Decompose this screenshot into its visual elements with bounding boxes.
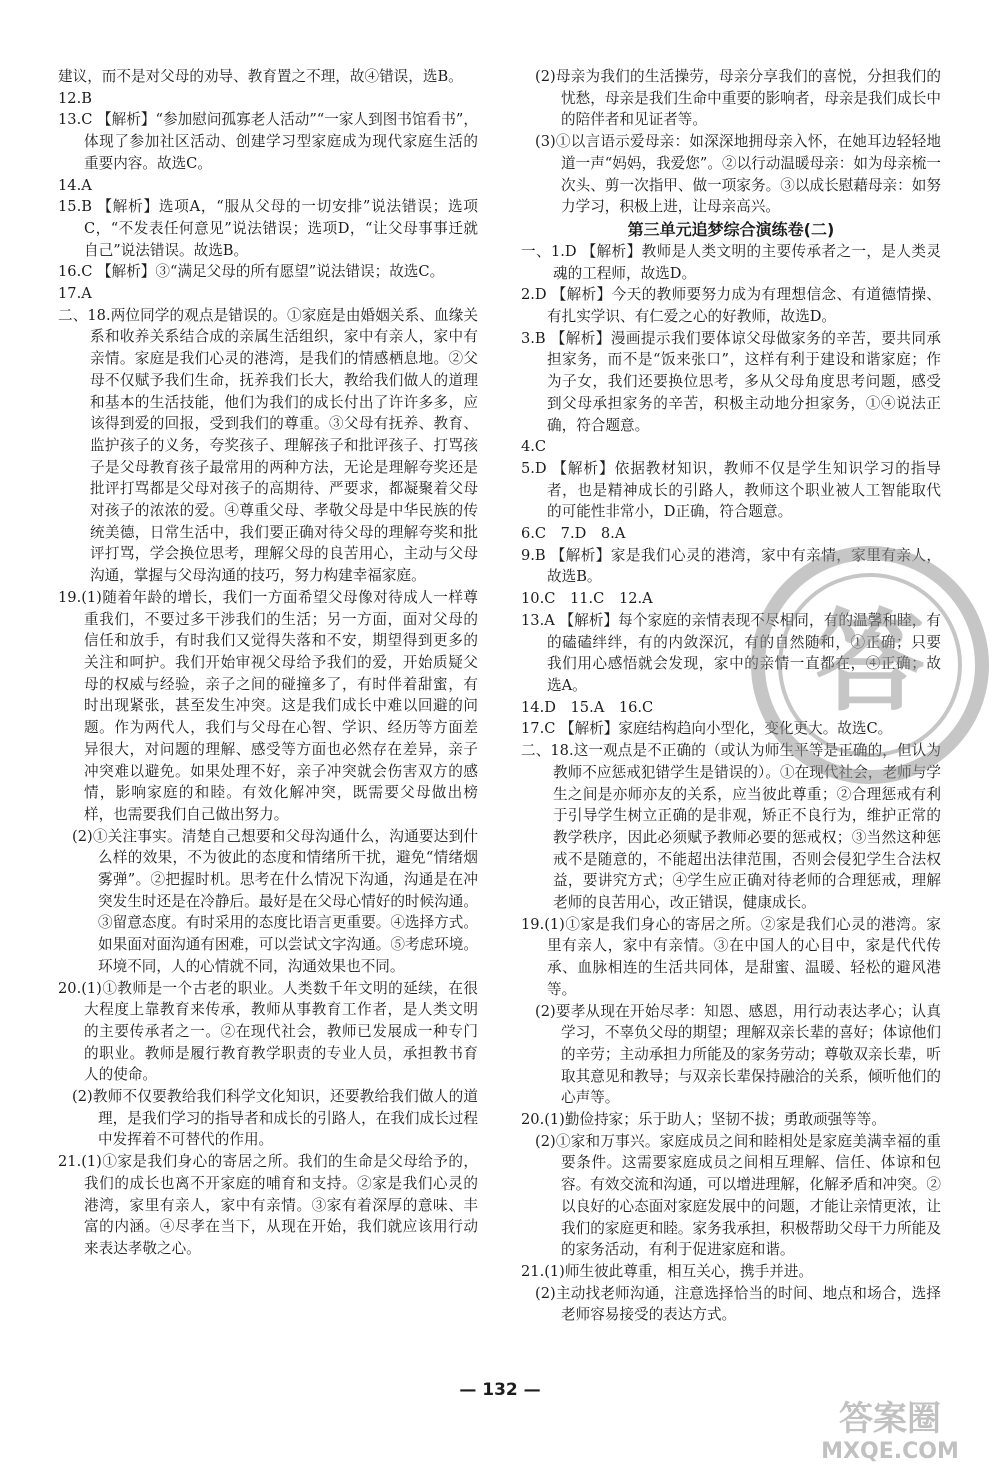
answer-item: 20.(1)勤俭持家；乐于助人；坚韧不拔；勇敢顽强等等。 [521,1111,886,1129]
answer-item: (2)教师不仅要教给我们科学文化知识，还要教给我们做人的道理，是我们学习的指导者和成长的引路人，在我们成长过程中发挥着不可替代的作用。 [72,1088,478,1149]
answer-item: 21.(1)师生彼此尊重，相互关心，携手并进。 [521,1262,813,1280]
answer-item: 19.(1)随着年龄的增长，我们一方面希望父母像对待成人一样尊重我们，不要过多干涉我们的生活；另一方面，面对父母的信任和放手，有时我们又觉得失落和不安，期望得到更多的关注和呵护。我们开始审视父母给予我们的爱，开始质疑父母的权威与经验，亲子之间的碰撞多了，有时伴着甜蜜，有时出现紧张，甚至发生冲突。这是我们成长中难以回避的问题。作为两代人，我们与父母在心智、学识、经历等方面差异很大，对问题的理解、感受等方面也必然存在差异，亲子冲突难以避免。如果处理不好，亲子冲突就会伤害双方的感情，影响家庭的和睦。有效化解冲突，既需要父母做出榜样，也需要我们自己做出努力。 [58,588,478,823]
answer-item: 建议，而不是对父母的劝导、教育置之不理，故④错误，选B。 [58,68,463,85]
watermark-logo [795,1390,985,1465]
watermark-seal [745,540,995,790]
answer-item: 10.C 11.C 12.A [521,590,653,608]
answer-item: 二、18.两位同学的观点是错误的。①家庭是由婚姻关系、血缘关系和收养关系结合成的亲属生活组织，家中有亲人，家中有亲情。家庭是我们心灵的港湾，是我们的情感栖息地。②父母不仅赋予我们生命，抚养我们长大，教给我们做人的道理和基本的生活技能，他们为我们的成长付出了许许多多，应该得到爱的回报，受到我们的尊重。③父母有抚养、教育、监护孩子的义务，夸奖孩子、理解孩子和批评孩子、打骂孩子是父母教育孩子最常用的两种方法，无论是理解夸奖还是批评打骂都是父母对孩子的高期待、严要求，都凝聚着父母对孩子的浓浓的爱。④尊重父母、孝敬父母是中华民族的传统美德，日常生活中，我们要正确对待父母的理解夸奖和批评打骂，学会换位思考，理解父母的良苦用心，主动与父母沟通，掌握与父母沟通的技巧，努力构建幸福家庭。 [58,306,478,585]
answer-item: 2.D 【解析】今天的教师要努力成为有理想信念、有道德情操、有扎实学识、有仁爱之心的好教师，故选D。 [521,286,941,326]
page-number: — 132 — [459,1380,541,1400]
answer-item: (2)主动找老师沟通，注意选择恰当的时间、地点和场合，选择老师容易接受的表达方式。 [535,1284,941,1324]
answer-item: 3.B 【解析】漫画提示我们要体谅父母做家务的辛苦，要共同承担家务，而不是“饭来张口”，这样有利于建设和谐家庭；作为子女，我们还要换位思考，多从父母角度思考问题，感受到父母承担家务的辛苦，积极主动地分担家务，①④说法正确，符合题意。 [521,329,941,434]
answer-item: 14.D 15.A 16.C [521,698,654,716]
watermark-logo-text: 答案圈 [839,1399,941,1439]
answer-item: 20.(1)①教师是一个古老的职业。人类数千年文明的延续，在很大程度上靠教育来传承，教师从事教育工作者，是人类文明的主要传承者之一。②在现代社会，教师已发展成一种专门的职业。教师是履行教育教学职责的专业人员，承担教书育人的使命。 [58,979,478,1084]
answer-item: 14.A [58,176,92,194]
answer-item: (2)①家和万事兴。家庭成员之间和睦相处是家庭美满幸福的重要条件。这需要家庭成员之间相互理解、信任、体谅和包容。有效交流和沟通，可以增进理解，化解矛盾和冲突。②以良好的心态面对家庭发展中的问题，才能让亲情更浓，让我们的家庭更和睦。家务我承担，积极帮助父母干力所能及的家务活动，有利于促进家庭和谐。 [535,1132,941,1259]
left-column [58,66,478,1260]
answer-item: 13.C 【解析】“参加慰问孤寡老人活动”“一家人到图书馆看书”，体现了参加社区活动、创建学习型家庭成为现代家庭生活的重要内容。故选C。 [58,111,478,172]
answer-item: 17.C 【解析】家庭结构趋向小型化，变化更大。故选C。 [521,720,893,738]
section-title: 第三单元追梦综合演练卷(二) [627,219,835,239]
answer-item: 一、1.D 【解析】教师是人类文明的主要传承者之一，是人类灵魂的工程师，故选D。 [521,242,941,282]
answer-item: 17.A [58,285,92,303]
answer-item: 5.D 【解析】依据教材知识，教师不仅是学生知识学习的指导者，也是精神成长的引路人，教师这个职业被人工智能取代的可能性非常小，D正确，符合题意。 [521,459,941,521]
answer-item: 19.(1)①家是我们身心的寄居之所。②家是我们心灵的港湾。家里有亲人，家中有亲情。③在中国人的心目中，家是代代传承、血脉相连的生活共同体，是甜蜜、温暖、轻松的避风港等。 [521,915,941,998]
answer-item: (2)要孝从现在开始尽孝：知恩、感恩，用行动表达孝心；认真学习，不辜负父母的期望；理解双亲长辈的喜好；体谅他们的辛劳；主动承担力所能及的家务劳动；尊敬双亲长辈，听取其意见和教导；与双亲长辈保持融洽的关系，倾听他们的心声等。 [535,1002,941,1107]
answer-item: 21.(1)①家是我们身心的寄居之所。我们的生命是父母给予的，我们的成长也离不开家庭的哺育和支持。②家是我们心灵的港湾，家里有亲人，家中有亲情。③家有着深厚的意味、丰富的内涵。④尽孝在当下，从现在开始，我们就应该用行动来表达孝敬之心。 [58,1153,478,1257]
answer-item: 6.C 7.D 8.A [521,525,626,543]
answer-item: 9.B 【解析】家是我们心灵的港湾，家中有亲情，家里有亲人，故选B。 [521,546,941,586]
answer-item: 4.C [521,438,547,456]
answer-item: 13.A 【解析】每个家庭的亲情表现不尽相同，有的温馨和睦，有的磕磕绊绊，有的内敛深沉，有的自然随和，①正确；只要我们用心感悟就会发现，家中的亲情一直都在，④正确；故选A。 [521,611,941,694]
watermark-url: MXQE.COM [821,1439,959,1464]
answer-item: 16.C 【解析】③“满足父母的所有愿望”说法错误；故选C。 [58,263,445,281]
answer-item: (2)母亲为我们的生活操劳，母亲分享我们的喜悦，分担我们的忧愁，母亲是我们生命中重要的影响者，母亲是我们成长中的陪伴者和见证者等。 [535,68,941,129]
answer-item: 12.B [58,89,92,107]
answer-item: 15.B 【解析】选项A，“服从父母的一切安排”说法错误；选项C，“不发表任何意见”说法错误；选项D，“让父母事事迁就自己”说法错误。故选B。 [58,198,478,259]
answer-item: 二、18.这一观点是不正确的（或认为师生平等是正确的，但认为教师不应惩戒犯错学生是错误的）。①在现代社会，老师与学生之间是亦师亦友的关系，应当彼此尊重；②合理惩戒有利于引导学生树立正确的是非观，矫正不良行为，维护正常的教学秩序，因此必须赋予教师必要的惩戒权；③当然这种惩戒不是随意的，不能超出法律范围，否则会侵犯学生合法权益，要讲究方式；④学生应正确对待老师的合理惩戒，理解老师的良苦用心，改正错误，健康成长。 [521,742,941,912]
answer-item: (2)①关注事实。清楚自己想要和父母沟通什么，沟通要达到什么样的效果，不为彼此的态度和情绪所干扰，避免“情绪烟雾弹”。②把握时机。思考在什么情况下沟通，沟通是在冲突发生时还是在冷静后。最好是在父母心情好的时候沟通。③留意态度。有时采用的态度比语言更重要。④选择方式。如果面对面沟通有困难，可以尝试文字沟通。⑤考虑环境。环境不同，人的心情就不同，沟通效果也不同。 [72,827,478,975]
watermark-seal-char: 答 [815,598,925,726]
answer-item: (3)①以言语示爱母亲：如深深地拥母亲入怀，在她耳边轻轻地道一声“妈妈，我爱您”。②以行动温暖母亲：如为母亲梳一次头、剪一次指甲、做一项家务。③以成长慰藉母亲：如努力学习，积极上进，让母亲高兴。 [535,133,941,216]
